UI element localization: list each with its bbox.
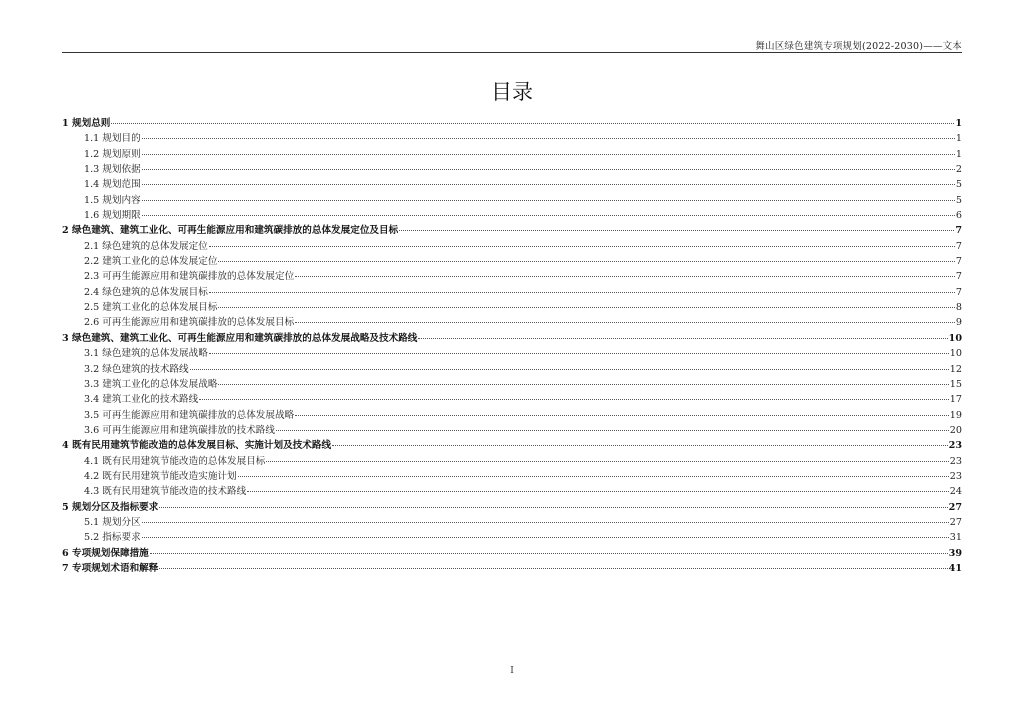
toc-entry-label: 3.4 建筑工业化的技术路线 — [84, 394, 199, 406]
toc-entry-label: 1.3 规划依据 — [84, 164, 141, 176]
toc-entry-page: 7 — [955, 286, 962, 298]
dot-leader — [218, 307, 954, 308]
toc-entry-page: 1 — [955, 118, 962, 129]
toc-entry-page: 10 — [948, 332, 962, 344]
toc-entry-label: 6 专项规划保障措施 — [62, 547, 149, 559]
toc-entry-page: 7 — [955, 271, 962, 283]
toc-entry-page: 41 — [948, 562, 962, 574]
toc-entry-page: 31 — [949, 532, 962, 544]
page-number: I — [510, 666, 514, 676]
toc-entry-label: 1.2 规划原则 — [84, 148, 141, 160]
toc-section-entry[interactable] — [62, 515, 962, 530]
toc-entry-label: 3.6 可再生能源应用和建筑碳排放的技术路线 — [84, 424, 275, 436]
toc-entry-label: 3.2 绿色建筑的技术路线 — [84, 363, 189, 375]
dot-leader — [209, 246, 955, 247]
dot-leader — [199, 399, 949, 400]
dot-leader — [111, 123, 954, 124]
toc-section-entry[interactable] — [62, 300, 962, 315]
toc-entry-page: 1 — [955, 148, 962, 160]
toc-chapter-entry[interactable] — [62, 223, 962, 238]
dot-leader — [150, 553, 948, 554]
toc-entry-page: 23 — [949, 455, 962, 467]
toc-entry-label: 4 既有民用建筑节能改造的总体发展目标、实施计划及技术路线 — [62, 440, 332, 452]
toc-section-entry[interactable] — [62, 530, 962, 545]
toc-entry-page: 27 — [949, 516, 962, 528]
toc-entry-page: 27 — [948, 501, 962, 513]
toc-entry-page: 1 — [955, 133, 962, 145]
toc-entry-page: 9 — [955, 317, 962, 329]
dot-leader — [266, 461, 948, 462]
toc-entry-label: 5 规划分区及指标要求 — [62, 501, 159, 513]
toc-entry-label: 1 规划总则 — [62, 118, 111, 129]
dot-leader — [190, 369, 949, 370]
toc-section-entry[interactable] — [62, 469, 962, 484]
dot-leader — [142, 522, 949, 523]
toc-entry-page: 8 — [955, 302, 962, 314]
toc-chapter-entry[interactable] — [62, 500, 962, 515]
toc-entry-label: 2.6 可再生能源应用和建筑碳排放的总体发展目标 — [84, 317, 295, 329]
toc-section-entry[interactable] — [62, 162, 962, 177]
toc-entry-label: 3.1 绿色建筑的总体发展战略 — [84, 348, 208, 360]
toc-chapter-entry[interactable] — [62, 546, 962, 561]
toc-entry-label: 2 绿色建筑、建筑工业化、可再生能源应用和建筑碳排放的总体发展定位及目标 — [62, 225, 399, 237]
toc-entry-label: 3.3 建筑工业化的总体发展战略 — [84, 378, 218, 390]
toc-section-entry[interactable] — [62, 392, 962, 407]
toc-section-entry[interactable] — [62, 346, 962, 361]
toc-entry-page: 7 — [955, 256, 962, 268]
page-title: 目录 — [491, 80, 533, 104]
toc-entry-page: 5 — [955, 179, 962, 191]
toc-entry-page: 19 — [949, 409, 962, 421]
toc-section-entry[interactable] — [62, 239, 962, 254]
toc-entry-label: 3.5 可再生能源应用和建筑碳排放的总体发展战略 — [84, 409, 295, 421]
dot-leader — [218, 261, 954, 262]
dot-leader — [142, 215, 955, 216]
toc-section-entry[interactable] — [62, 285, 962, 300]
toc-entry-page: 10 — [949, 348, 962, 360]
toc-section-entry[interactable] — [62, 408, 962, 423]
toc-entry-page: 23 — [948, 440, 962, 452]
dot-leader — [218, 384, 948, 385]
dot-leader — [159, 507, 947, 508]
toc-section-entry[interactable] — [62, 208, 962, 223]
toc-section-entry[interactable] — [62, 362, 962, 377]
dot-leader — [142, 200, 955, 201]
toc-entry-label: 1.1 规划目的 — [84, 133, 141, 145]
toc-entry-label: 7 专项规划术语和解释 — [62, 562, 159, 574]
toc-chapter-entry[interactable] — [62, 331, 962, 346]
toc-entry-page: 39 — [948, 547, 962, 559]
toc-entry-page: 5 — [955, 194, 962, 206]
toc-entry-label: 2.3 可再生能源应用和建筑碳排放的总体发展定位 — [84, 271, 295, 283]
toc-entry-page: 7 — [955, 240, 962, 252]
toc-entry-page: 6 — [955, 210, 962, 222]
dot-leader — [142, 154, 955, 155]
toc-entry-page: 7 — [955, 225, 962, 237]
toc-entry-label: 5.2 指标要求 — [84, 532, 141, 544]
toc-section-entry[interactable] — [62, 147, 962, 162]
toc-entry-label: 2.1 绿色建筑的总体发展定位 — [84, 240, 208, 252]
dot-leader — [295, 322, 955, 323]
table-of-contents — [62, 116, 962, 576]
dot-leader — [238, 476, 949, 477]
toc-entry-label: 1.5 规划内容 — [84, 194, 141, 206]
dot-leader — [142, 184, 955, 185]
toc-entry-label: 2.5 建筑工业化的总体发展目标 — [84, 302, 218, 314]
toc-entry-label: 3 绿色建筑、建筑工业化、可再生能源应用和建筑碳排放的总体发展战略及技术路线 — [62, 332, 418, 344]
toc-entry-page: 12 — [949, 363, 962, 375]
toc-section-entry[interactable] — [62, 423, 962, 438]
dot-leader — [295, 415, 949, 416]
toc-entry-label: 4.3 既有民用建筑节能改造的技术路线 — [84, 486, 247, 498]
toc-chapter-entry[interactable] — [62, 116, 962, 131]
dot-leader — [142, 537, 949, 538]
toc-entry-label: 5.1 规划分区 — [84, 516, 141, 528]
toc-chapter-entry[interactable] — [62, 561, 962, 576]
toc-entry-page: 23 — [949, 470, 962, 482]
toc-section-entry[interactable] — [62, 484, 962, 499]
toc-section-entry[interactable] — [62, 315, 962, 330]
dot-leader — [209, 353, 949, 354]
toc-entry-label: 1.6 规划期限 — [84, 210, 141, 222]
toc-chapter-entry[interactable] — [62, 438, 962, 453]
toc-entry-page: 17 — [949, 394, 962, 406]
toc-section-entry[interactable] — [62, 254, 962, 269]
dot-leader — [142, 169, 955, 170]
toc-entry-label: 2.2 建筑工业化的总体发展定位 — [84, 256, 218, 268]
dot-leader — [399, 230, 954, 231]
dot-leader — [295, 276, 955, 277]
dot-leader — [247, 491, 949, 492]
toc-section-entry[interactable] — [62, 177, 962, 192]
dot-leader — [142, 138, 955, 139]
running-header: 舞山区绿色建筑专项规划(2022-2030)——文本 — [755, 41, 962, 52]
toc-entry-label: 4.1 既有民用建筑节能改造的总体发展目标 — [84, 455, 266, 467]
toc-entry-page: 2 — [955, 164, 962, 176]
toc-entry-label: 4.2 既有民用建筑节能改造实施计划 — [84, 470, 237, 482]
dot-leader — [332, 445, 948, 446]
toc-section-entry[interactable] — [62, 193, 962, 208]
header-rule — [62, 52, 962, 53]
toc-entry-label: 1.4 规划范围 — [84, 179, 141, 191]
toc-entry-label: 2.4 绿色建筑的总体发展目标 — [84, 286, 208, 298]
toc-entry-page: 20 — [949, 424, 962, 436]
dot-leader — [418, 338, 947, 339]
toc-section-entry[interactable] — [62, 131, 962, 146]
toc-section-entry[interactable] — [62, 454, 962, 469]
dot-leader — [209, 292, 955, 293]
toc-section-entry[interactable] — [62, 377, 962, 392]
toc-section-entry[interactable] — [62, 269, 962, 284]
dot-leader — [276, 430, 949, 431]
toc-entry-page: 15 — [949, 378, 962, 390]
toc-entry-page: 24 — [949, 486, 962, 498]
dot-leader — [159, 568, 947, 569]
